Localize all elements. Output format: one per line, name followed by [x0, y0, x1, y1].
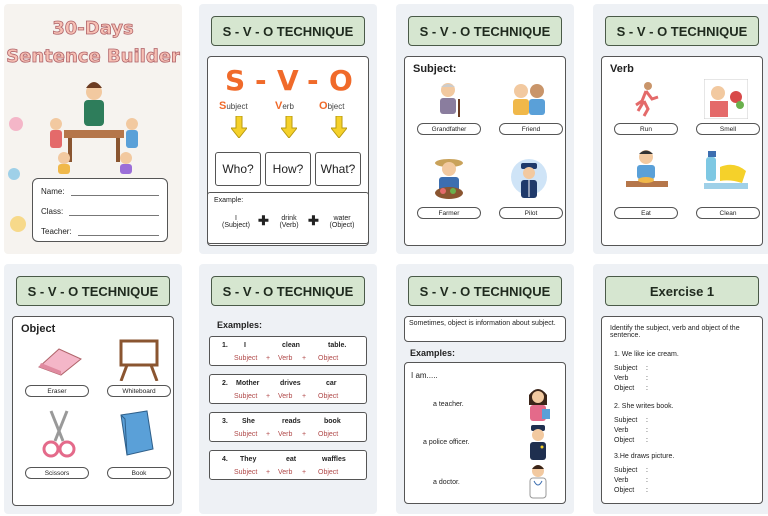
label-eraser: Eraser: [25, 385, 89, 397]
field-object: Object: [614, 487, 635, 494]
field-colon: :: [646, 385, 648, 392]
subject-page: [396, 4, 574, 254]
name-label: Name:: [41, 187, 65, 196]
page-title: S - V - O TECHNIQUE: [605, 16, 759, 46]
example-row: 2. Mother drives car Subject + Verb + Object: [209, 374, 367, 404]
word-object: Object: [319, 100, 345, 112]
letter-s: S: [225, 64, 246, 97]
field-colon: :: [646, 487, 648, 494]
verb-title: Verb: [610, 63, 634, 75]
verb-panel: [601, 56, 763, 246]
field-object: Object: [614, 385, 635, 392]
farmer-icon: [429, 157, 469, 201]
question-what: What?: [315, 152, 361, 186]
field-subject: Subject: [614, 467, 638, 474]
letter-v: V: [277, 64, 299, 97]
example-object: water (Object): [329, 215, 355, 229]
label-book: Book: [107, 467, 171, 479]
example-police: a police officer.: [423, 439, 470, 446]
field-colon: :: [646, 427, 648, 434]
class-field[interactable]: [69, 208, 159, 216]
label-smell: Smell: [696, 123, 760, 135]
exercise-page: [593, 264, 768, 514]
page-title: S - V - O TECHNIQUE: [408, 16, 562, 46]
whiteboard-icon: [117, 339, 161, 381]
cleaning-icon: [702, 149, 750, 193]
object-examples-panel: [404, 362, 566, 504]
name-field[interactable]: [71, 188, 159, 196]
dash-2: -: [307, 64, 319, 97]
exercise-sentence: 3.He draws picture.: [614, 453, 675, 460]
page-title: S - V - O TECHNIQUE: [211, 16, 365, 46]
field-colon: :: [646, 477, 648, 484]
page-title: S - V - O TECHNIQUE: [211, 276, 365, 306]
plus-icon: ✚: [308, 213, 319, 228]
exercise-sentence: 1. We like ice cream.: [614, 351, 679, 358]
field-colon: :: [646, 467, 648, 474]
object-page: [4, 264, 182, 514]
example-box: [207, 192, 369, 244]
field-verb: Verb: [614, 375, 629, 382]
teacher-field[interactable]: [78, 228, 159, 236]
pilot-icon: [509, 157, 549, 201]
word-verb: Verb: [275, 100, 294, 112]
arrow-down-icon: [231, 116, 247, 138]
field-verb: Verb: [614, 477, 629, 484]
exercise-sentence: 2. She writes book.: [614, 403, 674, 410]
subject-panel: [404, 56, 566, 246]
label-pilot: Pilot: [499, 207, 563, 219]
example-row: 3. She reads book Subject + Verb + Object: [209, 412, 367, 442]
label-whiteboard: Whiteboard: [107, 385, 171, 397]
object-panel: [12, 316, 174, 506]
example-teacher: a teacher.: [433, 401, 464, 408]
example-row: 4. They eat waffles Subject + Verb + Object: [209, 450, 367, 480]
label-clean: Clean: [696, 207, 760, 219]
label-farmer: Farmer: [417, 207, 481, 219]
field-colon: :: [646, 437, 648, 444]
question-how: How?: [265, 152, 311, 186]
friends-icon: [509, 81, 549, 117]
field-colon: :: [646, 375, 648, 382]
dash-1: -: [255, 64, 267, 97]
svo-intro-page: [199, 4, 377, 254]
classroom-illustration: [34, 74, 154, 174]
letter-o: O: [329, 64, 353, 97]
teacher-label: Teacher:: [41, 227, 72, 236]
page-title: S - V - O TECHNIQUE: [16, 276, 170, 306]
doctor-icon: [523, 461, 553, 501]
grandfather-icon: [433, 81, 463, 117]
eating-icon: [624, 149, 670, 193]
examples-page: [199, 264, 377, 514]
police-officer-icon: [523, 423, 553, 461]
cover-title-line2: Sentence Builder: [6, 46, 180, 67]
label-grandfather: Grandfather: [417, 123, 481, 135]
object-note: Sometimes, object is information about subject.: [409, 320, 556, 327]
arrow-down-icon: [331, 116, 347, 138]
example-subject: I (Subject): [221, 215, 250, 229]
verb-page: [593, 4, 768, 254]
examples-title: Examples:: [217, 320, 263, 330]
object-note-box: [404, 316, 566, 342]
field-colon: :: [646, 417, 648, 424]
example-row: 1. I clean table. Subject + Verb + Object: [209, 336, 367, 366]
cover-page: [4, 4, 182, 254]
teacher-icon: [523, 385, 553, 423]
page-title: Exercise 1: [605, 276, 759, 306]
arrow-down-icon: [281, 116, 297, 138]
object-info-page: [396, 264, 574, 514]
book-icon: [117, 409, 157, 457]
running-icon: [632, 81, 662, 117]
label-scissors: Scissors: [25, 467, 89, 479]
exercise-panel: [601, 316, 763, 504]
example-verb: drink (Verb): [279, 215, 299, 229]
label-friend: Friend: [499, 123, 563, 135]
example-label: Example:: [214, 197, 244, 204]
cover-title-line1: 30-Days: [52, 18, 134, 39]
field-subject: Subject: [614, 365, 638, 372]
smell-flower-icon: [704, 79, 748, 119]
subject-title: Subject:: [413, 63, 457, 75]
field-subject: Subject: [614, 417, 638, 424]
object-title: Object: [21, 323, 56, 335]
object-examples-title: Examples:: [410, 348, 456, 358]
i-am-lead: I am.....: [411, 371, 438, 380]
eraser-icon: [35, 345, 85, 377]
field-object: Object: [614, 437, 635, 444]
decorative-flowers: [4, 94, 34, 244]
example-doctor: a doctor.: [433, 479, 460, 486]
label-run: Run: [614, 123, 678, 135]
plus-icon: ✚: [258, 213, 269, 228]
label-eat: Eat: [614, 207, 678, 219]
class-label: Class:: [41, 207, 64, 216]
scissors-icon: [41, 409, 77, 461]
student-info-form: [32, 178, 168, 242]
field-verb: Verb: [614, 427, 629, 434]
question-who: Who?: [215, 152, 261, 186]
field-colon: :: [646, 365, 648, 372]
exercise-instruction: Identify the subject, verb and object of the sentence.: [610, 325, 740, 339]
page-title: S - V - O TECHNIQUE: [408, 276, 562, 306]
word-subject: Subject: [219, 100, 248, 112]
